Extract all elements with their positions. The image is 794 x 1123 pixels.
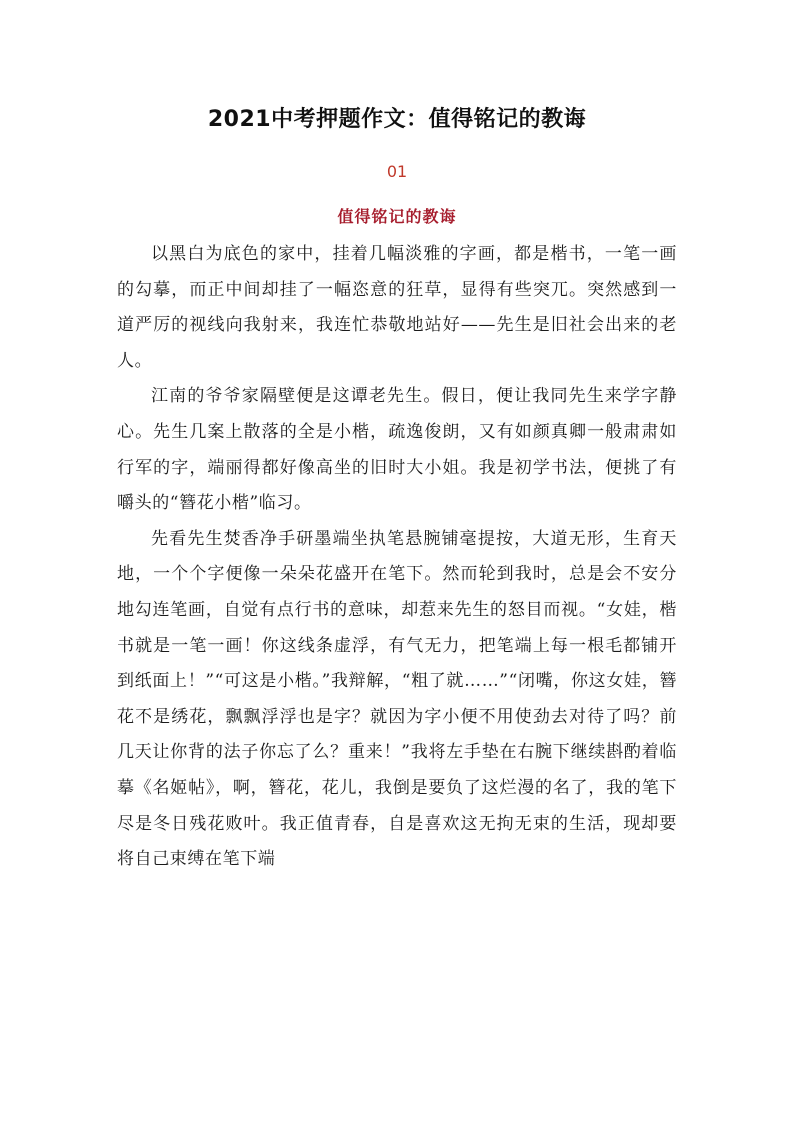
paragraph-2: 江南的爷爷家隔壁便是这谭老先生。假日，便让我同先生来学字静心。先生几案上散落的全是小楷，疏逸俊朗，又有如颜真卿一般肃肃如行军的字，端丽得都好像高坐的旧时大小姐。我是初学书法，便挑了有嚼头的“簪花小楷”临习。 — [117, 386, 677, 514]
document-title: 2021中考押题作文：值得铭记的教诲 — [207, 107, 587, 132]
section-title: 值得铭记的教诲 — [337, 207, 457, 226]
section-number: 01 — [386, 162, 408, 181]
article-body — [117, 237, 677, 878]
paragraph-1: 以黑白为底色的家中，挂着几幅淡雅的字画，都是楷书，一笔一画的勾摹，而正中间却挂了一幅恣意的狂草，显得有些突兀。突然感到一道严厉的视线向我射来，我连忙恭敬地站好——先生是旧社会出来的老人。 — [117, 244, 677, 371]
paragraph-3: 先看先生焚香净手研墨端坐执笔悬腕铺毫提按，大道无形，生育天地，一个个字便像一朵朵花盛开在笔下。然而轮到我时，总是会不安分地勾连笔画，自觉有点行书的意味，却惹来先生的怒目而视。“女娃，楷书就是一笔一画！你这线条虚浮，有气无力，把笔端上每一根毛都铺开到纸面上！”“可这是小楷。”我辩解，“粗了就……”“闭嘴，你这女娃，簪花不是绣花，飘飘浮浮也是字？就因为字小便不用使劲去对待了吗？前几天让你背的法子你忘了么？重来！”我将左手垫在右腕下继续斟酌着临摹《名姬帖》，啊，簪花，花儿，我倒是要负了这烂漫的名了，我的笔下尽是冬日残花败叶。我正值青春，自是喜欢这无拘无束的生活，现却要将自己束缚在笔下端 — [117, 528, 677, 870]
